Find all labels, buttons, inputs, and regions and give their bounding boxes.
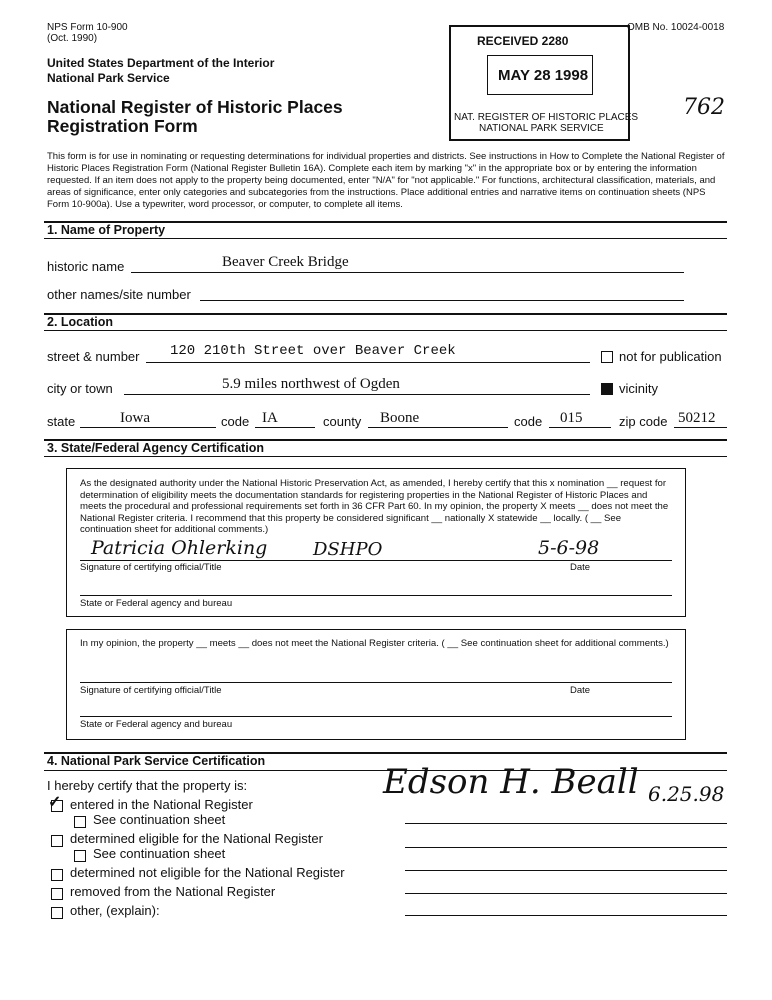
not-eligible-label: determined not eligible for the National Register — [70, 865, 345, 880]
state-label: state — [47, 414, 76, 429]
not-eligible-checkbox[interactable] — [51, 869, 63, 881]
county-code-value[interactable]: 015 — [560, 410, 583, 426]
nps-certify-intro: I hereby certify that the property is: — [47, 778, 248, 793]
certifying-title-handwritten: DSHPO — [313, 539, 383, 560]
entered-check-mark: ✓ — [48, 794, 62, 811]
section-2-heading: 2. Location — [47, 315, 113, 329]
other-label: other, (explain): — [70, 903, 160, 918]
city-value[interactable]: 5.9 miles northwest of Ogden — [222, 376, 400, 392]
eligible-checkbox[interactable] — [51, 835, 63, 847]
form-title: National Register of Historic Places — [47, 97, 343, 117]
not-for-publication-checkbox[interactable] — [601, 351, 613, 363]
entered-label: entered in the National Register — [70, 797, 253, 812]
vicinity-checkbox[interactable] — [601, 383, 613, 395]
state-code-value[interactable]: IA — [262, 410, 278, 426]
not-for-publication-label: not for publication — [619, 349, 722, 364]
date-label: Date — [570, 562, 591, 573]
form-instructions: This form is for use in nominating or requesting determinations for individual properties and districts. See instructions in How to Complete the National Register of Historic Places Registration Form (National Register Bulletin 16A). Complete each item by marking "x" in the appropriate box or by entering the information requested. If an item does not apply to the property being documented, enter "N/A" for "not applicable." For functions, architectural classification, materials, and areas of significance, enter only categories and subcategories from the instructions. Place additional entries and narrative items on continuation sheets (NPS Form 10-900a). Use a typewriter, word processor, or computer, to complete all items. — [47, 151, 725, 210]
service-name: National Park Service — [47, 71, 170, 85]
opinion-text: In my opinion, the property __ meets __ does not meet the National Register criteria. ( __ See continuation sheet for additional comments.) — [80, 638, 669, 649]
state-value[interactable]: Iowa — [120, 410, 150, 426]
county-label: county — [323, 414, 362, 429]
certification-text: As the designated authority under the National Historic Preservation Act, as amended, I hereby certify that this x nomination __ request for determination of eligibility meets the documentation standards for registering properties in the National Register of Historic Places and meets the procedural and professional requirements set forth in 36 CFR Part 60. In my opinion, the property X meets __ does not meet the National Register criteria. I recommend that this property be considered significant __ nationally X statewide __ locally. ( __ See continuation sheet for additional comments.) — [80, 478, 669, 536]
form-number: NPS Form 10-900 — [47, 22, 128, 33]
other-names-label: other names/site number — [47, 287, 191, 302]
vicinity-label: vicinity — [619, 381, 659, 396]
state-code-label: code — [221, 414, 250, 429]
keeper-signature: Edson H. Beall — [383, 762, 639, 802]
certifying-date-handwritten: 5-6-98 — [538, 537, 600, 559]
date-label-2: Date — [570, 685, 591, 696]
zip-value[interactable]: 50212 — [678, 410, 716, 426]
keeper-date-handwritten: 6.25.98 — [648, 782, 725, 806]
stamp-line1: NAT. REGISTER OF HISTORIC PLACES — [454, 112, 639, 123]
see-continuation-2-label: See continuation sheet — [93, 846, 226, 861]
historic-name-value[interactable]: Beaver Creek Bridge — [222, 254, 349, 270]
stamp-received: RECEIVED 2280 — [477, 34, 569, 48]
omb-number: OMB No. 10024-0018 — [627, 22, 725, 33]
see-continuation-2-checkbox[interactable] — [74, 850, 86, 862]
removed-label: removed from the National Register — [70, 884, 276, 899]
see-continuation-1-checkbox[interactable] — [74, 816, 86, 828]
signature-label: Signature of certifying official/Title — [80, 562, 222, 573]
agency-bureau-label: State or Federal agency and bureau — [80, 598, 233, 609]
received-stamp — [449, 25, 639, 141]
county-value[interactable]: Boone — [380, 410, 420, 426]
section-3-heading: 3. State/Federal Agency Certification — [47, 441, 264, 455]
street-value[interactable]: 120 210th Street over Beaver Creek — [170, 343, 456, 359]
county-code-label: code — [514, 414, 543, 429]
form-date: (Oct. 1990) — [47, 33, 98, 44]
certifying-signature: Patricia Ohlerking — [91, 537, 268, 559]
section-1-heading: 1. Name of Property — [47, 223, 166, 237]
state-certification-box — [66, 468, 686, 617]
city-label: city or town — [47, 381, 113, 396]
agency-bureau-label-2: State or Federal agency and bureau — [80, 719, 233, 730]
section-4-heading: 4. National Park Service Certification — [47, 754, 266, 768]
commenting-official-box — [66, 629, 686, 740]
street-label: street & number — [47, 349, 140, 364]
see-continuation-1-label: See continuation sheet — [93, 812, 226, 827]
other-checkbox[interactable] — [51, 907, 63, 919]
zip-label: zip code — [619, 414, 668, 429]
stamp-line2: NATIONAL PARK SERVICE — [479, 123, 604, 134]
department-name: United States Department of the Interior — [47, 56, 275, 70]
historic-name-label: historic name — [47, 259, 125, 274]
signature-label-2: Signature of certifying official/Title — [80, 685, 222, 696]
eligible-label: determined eligible for the National Register — [70, 831, 323, 846]
removed-checkbox[interactable] — [51, 888, 63, 900]
form-subtitle: Registration Form — [47, 116, 198, 136]
stamp-date: MAY 28 1998 — [498, 67, 589, 84]
handwritten-reference-number: 762 — [683, 95, 725, 120]
